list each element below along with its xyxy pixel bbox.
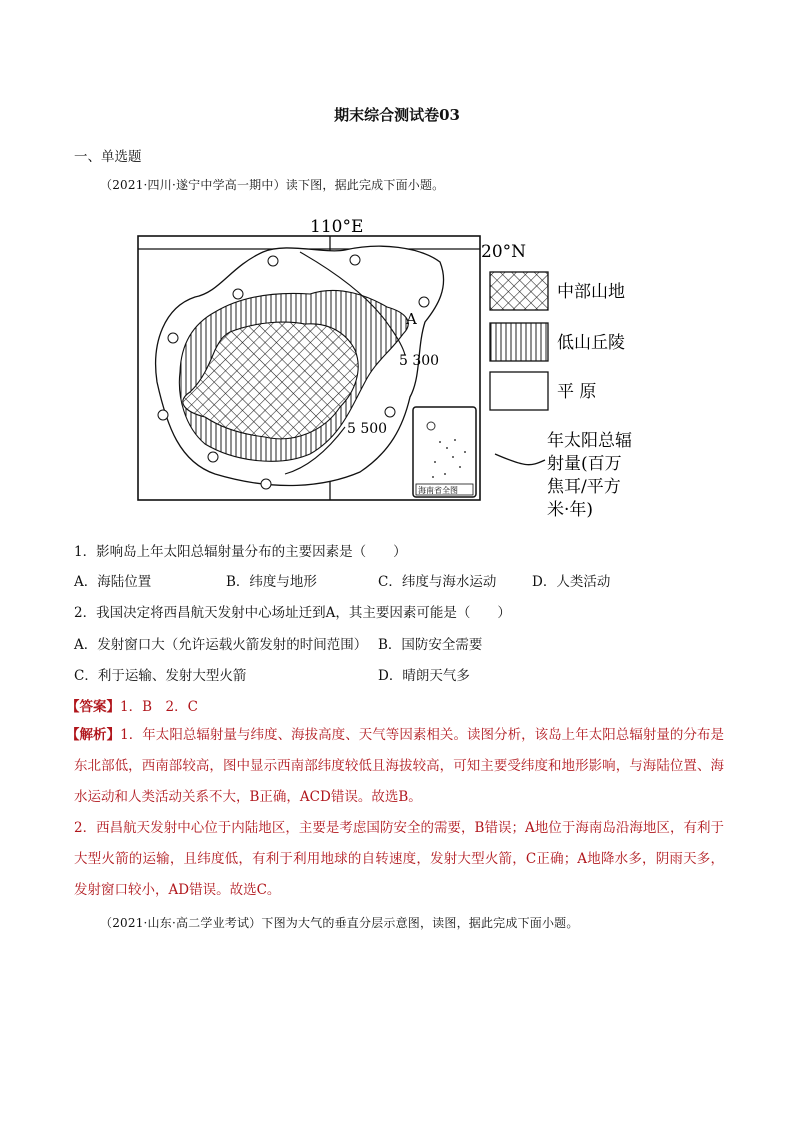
intro-1: （2021·四川·遂宁中学高一期中）读下图，据此完成下面小题。	[100, 178, 445, 192]
hainan-map-figure	[135, 212, 665, 522]
analysis-paragraph-1: 1．年太阳总辐射量与纬度、海拔高度、天气等因素相关。读图分析，该岛上年太阳总辐射量的分布是东北部低，西南部较高，图中显示西南部纬度较低且海拔较高，可知主要受纬度和地形影响，与海陆位置、海水运动和人类活动关系不大，B正确，ACD错误。故选B。	[74, 727, 725, 805]
city-marker	[268, 256, 278, 266]
city-marker	[350, 255, 360, 265]
question-1-stem: 1．影响岛上年太阳总辐射量分布的主要因素是（ ）	[74, 544, 407, 560]
city-marker	[158, 410, 168, 420]
q2-option-b: B．国防安全需要	[378, 637, 483, 653]
legend-swatch-mountains	[490, 272, 548, 310]
section-heading: 一、单选题	[74, 149, 142, 165]
legend-label-plains: 平 原	[557, 382, 597, 402]
city-marker	[233, 289, 243, 299]
city-marker	[261, 479, 271, 489]
q2-option-a: A．发射窗口大（允许运载火箭发射的时间范围）	[74, 637, 368, 653]
inset-map-frame	[413, 407, 476, 497]
isoline-legend-sample	[495, 454, 545, 465]
radiation-label-line3: 焦耳/平方	[547, 477, 621, 497]
radiation-label-line2: 射量(百万	[547, 454, 622, 474]
q1-option-d: D．人类活动	[532, 574, 611, 590]
legend-swatch-hills	[490, 323, 548, 361]
q1-option-a: A．海陆位置	[74, 574, 152, 590]
legend-label-mountains: 中部山地	[557, 282, 625, 302]
radiation-label-line4: 米·年)	[547, 500, 594, 520]
answer-tag: 【答案】	[66, 699, 120, 715]
legend-label-hills: 低山丘陵	[557, 333, 625, 353]
analysis-block	[66, 720, 725, 906]
isoline-label-5300: 5 300	[399, 353, 440, 369]
lat-label: 20°N	[481, 242, 527, 262]
answer-text: 1．B 2．C	[120, 699, 198, 715]
intro-2: （2021·山东·高二学业考试）下图为大气的垂直分层示意图，读图，据此完成下面小题。	[100, 916, 579, 930]
analysis-paragraph-2: 2．西昌航天发射中心位于内陆地区，主要是考虑国防安全的需要，B错误；A地位于海南岛沿海地区，有利于大型火箭的运输，且纬度低，有利于利用地球的自转速度，发射大型火箭，C正确；A地降水多，阴雨天多，发射窗口较小，AD错误。故选C。	[74, 820, 724, 898]
inset-label: 海南省全图	[418, 486, 458, 495]
lon-label: 110°E	[310, 217, 364, 237]
city-marker	[419, 297, 429, 307]
q1-option-c: C．纬度与海水运动	[378, 574, 497, 590]
answer-line	[66, 695, 198, 715]
radiation-label-line1: 年太阳总辐	[547, 431, 632, 451]
point-a-label: A	[406, 310, 417, 328]
q2-option-d: D．晴朗天气多	[378, 668, 470, 684]
q2-option-c: C．利于运输、发射大型火箭	[74, 668, 247, 684]
page-title: 期末综合测试卷03	[334, 106, 460, 124]
analysis-tag: 【解析】	[66, 727, 121, 743]
question-2-stem: 2．我国决定将西昌航天发射中心场址迁到A，其主要因素可能是（ ）	[74, 605, 511, 621]
legend-swatch-plains	[490, 372, 548, 410]
isoline-label-5500: 5 500	[347, 421, 388, 437]
q1-option-b: B．纬度与地形	[226, 574, 317, 590]
city-marker	[168, 333, 178, 343]
city-marker	[208, 452, 218, 462]
city-marker	[385, 407, 395, 417]
